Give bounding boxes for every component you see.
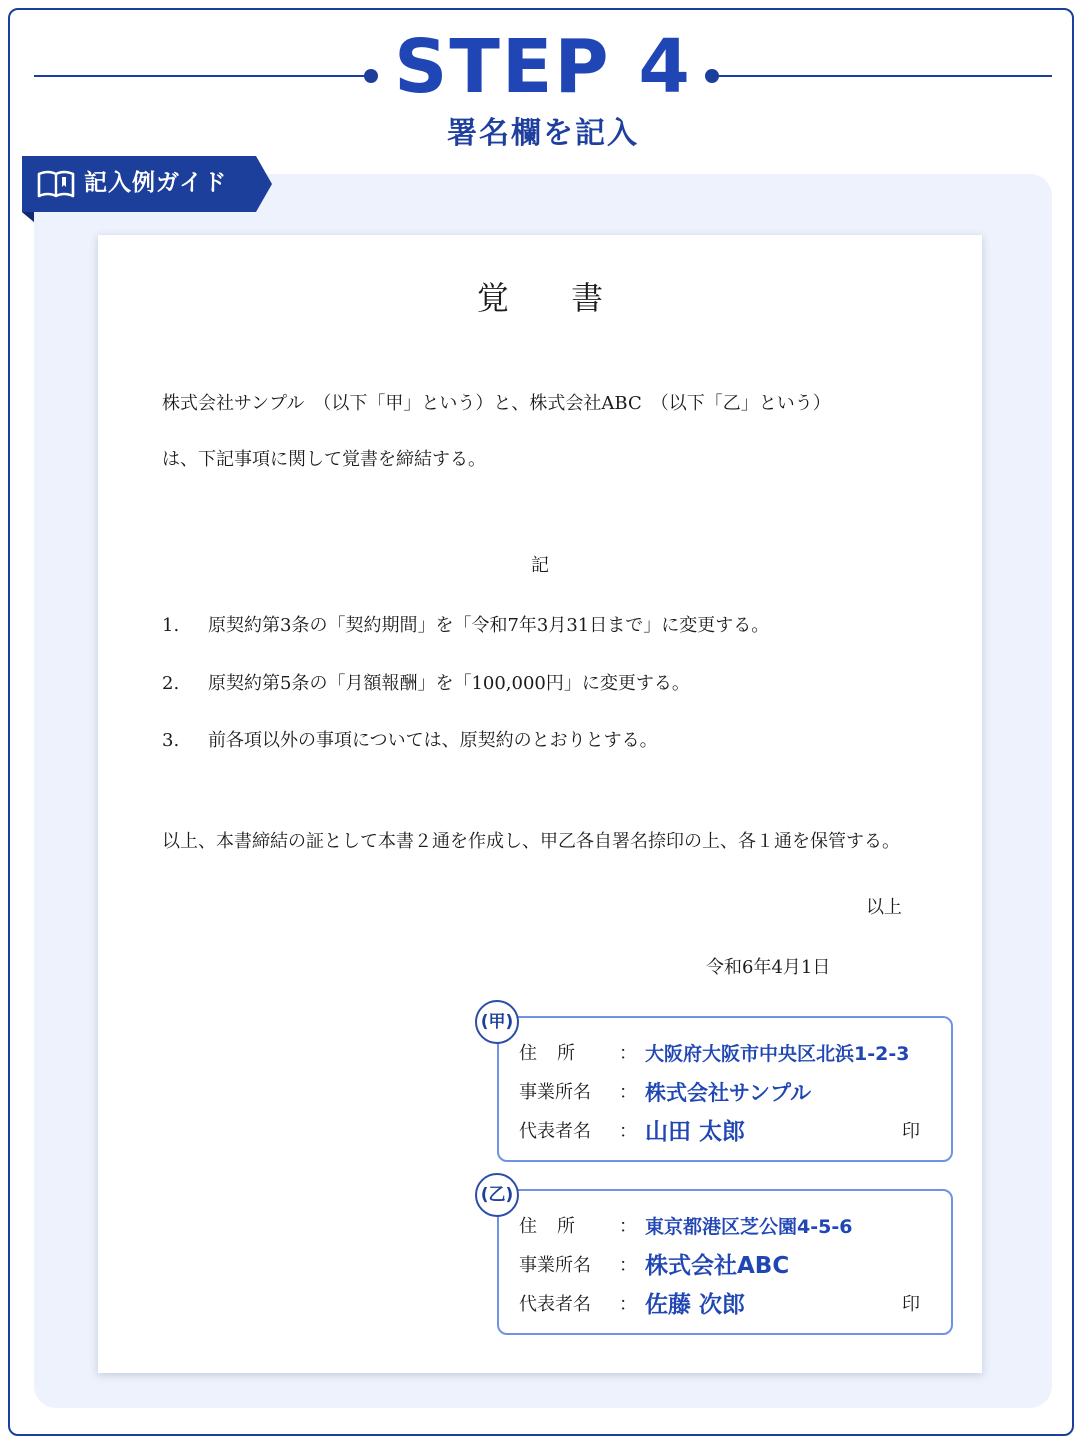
address-value: 大阪府大阪市中央区北浜1-2-3 <box>645 1043 910 1065</box>
guide-label: 記入例ガイド <box>84 170 228 196</box>
intro-line-2: は、下記事項に関して覚書を締結する。 <box>162 449 486 470</box>
address-label: 住所 <box>519 1043 595 1064</box>
colon: ： <box>619 1043 637 1064</box>
colon: ： <box>619 1294 637 1315</box>
colon: ： <box>619 1255 637 1276</box>
header-line-left <box>34 75 368 77</box>
ijo-text: 以上 <box>866 897 902 918</box>
list-item <box>162 726 658 756</box>
item-text: 前各項以外の事項については、原契約のとおりとする。 <box>208 730 658 751</box>
address-value: 東京都港区芝公園4-5-6 <box>645 1216 853 1238</box>
address-row <box>519 1211 939 1243</box>
header-dot-left <box>364 69 378 83</box>
office-row <box>519 1250 939 1282</box>
document-date: 令和6年4月1日 <box>706 957 831 978</box>
item-text: 原契約第5条の「月額報酬」を「100,000円」に変更する。 <box>208 673 690 694</box>
item-number: 3. <box>162 730 180 751</box>
signature-box-ko <box>480 1012 953 1162</box>
book-icon <box>36 168 76 204</box>
item-number: 2. <box>162 673 180 694</box>
office-value: 株式会社サンプル <box>645 1081 812 1105</box>
colon: ： <box>619 1121 637 1142</box>
seal-mark: 印 <box>902 1294 920 1315</box>
item-number: 1. <box>162 615 180 636</box>
party-badge: (甲) <box>475 1000 519 1044</box>
document-paper <box>98 235 982 1373</box>
closing-text: 以上、本書締結の証として本書２通を作成し、甲乙各自署名捺印の上、各１通を保管する。 <box>162 831 900 852</box>
list-item <box>162 611 769 641</box>
representative-label: 代表者名 <box>519 1294 591 1315</box>
signature-box-otsu <box>480 1185 953 1335</box>
colon: ： <box>619 1082 637 1103</box>
ki-heading: 記 <box>531 555 549 576</box>
list-item <box>162 669 690 699</box>
office-label: 事業所名 <box>519 1082 591 1103</box>
seal-mark: 印 <box>902 1121 920 1142</box>
representative-label: 代表者名 <box>519 1121 591 1142</box>
document-title: 覚 書 <box>476 279 630 317</box>
address-row <box>519 1038 939 1070</box>
office-value: 株式会社ABC <box>645 1253 790 1279</box>
representative-value: 佐藤 次郎 <box>645 1292 746 1318</box>
step-subtitle: 署名欄を記入 <box>447 116 639 151</box>
representative-row <box>519 1116 939 1148</box>
address-label: 住所 <box>519 1216 595 1237</box>
representative-value: 山田 太郎 <box>645 1119 746 1145</box>
item-text: 原契約第3条の「契約期間」を「令和7年3月31日まで」に変更する。 <box>208 615 770 636</box>
office-label: 事業所名 <box>519 1255 591 1276</box>
intro-line-1: 株式会社サンプル （以下「甲」という）と、株式会社ABC （以下「乙」という） <box>162 393 831 414</box>
guide-ribbon <box>22 156 272 212</box>
representative-row <box>519 1289 939 1321</box>
party-badge: (乙) <box>475 1173 519 1217</box>
step-title: STEP 4 <box>394 24 692 110</box>
colon: ： <box>619 1216 637 1237</box>
header-line-right <box>716 75 1052 77</box>
office-row <box>519 1077 939 1109</box>
